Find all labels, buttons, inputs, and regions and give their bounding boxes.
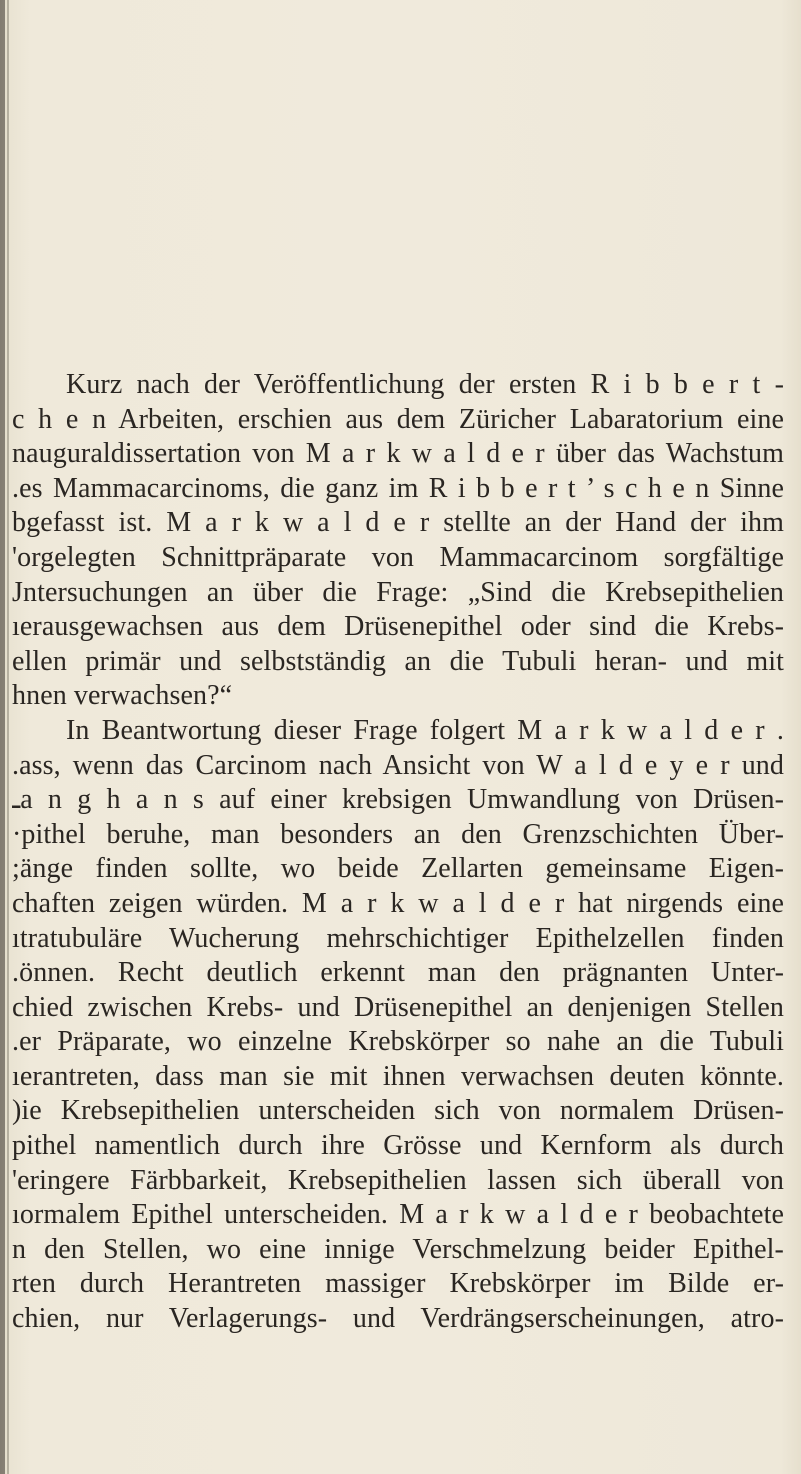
- text-line: In Beantwortung dieser Frage folgert M a r k w a l d e r .: [66, 714, 784, 746]
- text-line: ıerausgewachsen aus dem Drüsenepithel oder sind die Krebs-: [12, 611, 784, 643]
- text-line: .er Präparate, wo einzelne Krebskörper so nahe an die Tubuli: [12, 1026, 784, 1058]
- text-line: Kurz nach der Veröffentlichung der ersten R i b b e r t -: [66, 369, 784, 400]
- binding-shadow: [7, 0, 9, 1474]
- text-line: ıtratubuläre Wucherung mehrschichtiger Epithelzellen finden: [12, 922, 784, 954]
- text-line: .es Mammacarcinoms, die ganz im R i b b e r t ’ s c h e n Sinne: [12, 472, 784, 504]
- text-line: chaften zeigen würden. M a r k w a l d e r hat nirgends eine: [12, 887, 784, 919]
- text-line: chien, nur Verlagerungs- und Verdrängserscheinungen, atro-: [12, 1303, 784, 1335]
- text-line: pithel namentlich durch ihre Grösse und Kernform als durch: [12, 1130, 784, 1162]
- text-line: n den Stellen, wo eine innige Verschmelzung beider Epithel-: [12, 1233, 784, 1265]
- text-line: .önnen. Recht deutlich erkennt man den prägnanten Unter-: [12, 957, 784, 989]
- text-line: ıormalem Epithel unterscheiden. M a r k w a l d e r beobachtete: [12, 1199, 784, 1231]
- text-line: c h e n Arbeiten, erschien aus dem Züricher Labaratorium eine: [12, 403, 784, 435]
- text-line: rten durch Herantreten massiger Krebskörper im Bilde er-: [12, 1268, 784, 1300]
- text-line: ıerantreten, dass man sie mit ihnen verwachsen deuten könnte.: [12, 1060, 784, 1092]
- text-line: naugurald‌issertation von M a r k w a l d e r über das Wachstum: [12, 438, 784, 470]
- text-line: ·pithel beruhe, man besonders an den Grenzschichten Über-: [12, 818, 784, 850]
- text-line: ـa n g h a n s auf einer krebsigen Umwandlung von Drüsen-: [12, 784, 784, 816]
- binding-gutter: [0, 0, 5, 1474]
- text-line: hnen verwachsen?“: [12, 680, 233, 712]
- text-line: .ass, wenn das Carcinom nach Ansicht von W a l d e y e r und: [12, 749, 784, 781]
- text-line: ellen primär und selbstständig an die Tubuli heran- und mit: [12, 645, 784, 677]
- text-line: bgefasst ist. M a r k w a l d e r stellte an der Hand der ihm: [12, 507, 784, 539]
- text-line: ;änge finden sollte, wo beide Zellarten gemeinsame Eigen-: [12, 853, 784, 885]
- text-line: 'eringere Färbbarkeit, Krebsepithelien lassen sich überall von: [12, 1164, 784, 1196]
- body-text: [12, 368, 784, 1337]
- text-line: 'orgelegten Schnittpräparate von Mammacarcinom sorgfältige: [12, 541, 784, 573]
- text-line: Jntersuchungen an über die Frage: „Sind die Krebsepithelien: [12, 576, 784, 608]
- text-line: chied zwischen Krebs- und Drüsenepithel an denjenigen Stellen: [12, 991, 784, 1023]
- text-line: )ie Krebsepithelien unterscheiden sich von normalem Drüsen-: [12, 1095, 784, 1127]
